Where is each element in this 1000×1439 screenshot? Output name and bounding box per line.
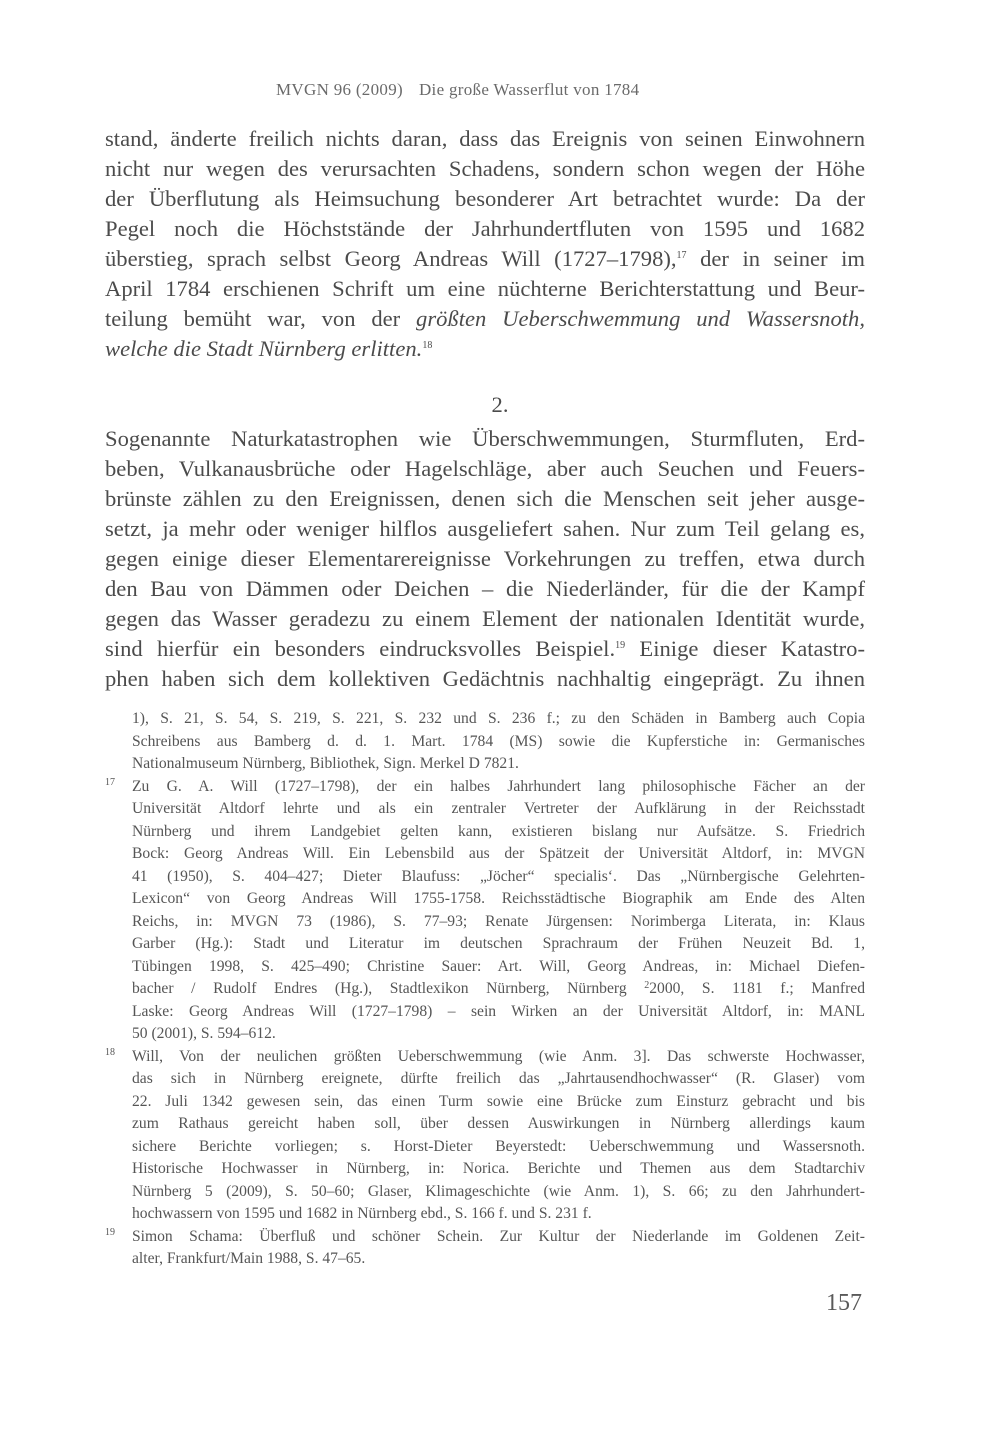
footnote-line: hochwassern von 1595 und 1682 in Nürnberg ebd., S. 166 f. und S. 231 f.: [132, 1205, 592, 1222]
footnote-number: 18: [105, 1046, 115, 1058]
text-line: [105, 634, 865, 664]
page-number: 157: [826, 1290, 862, 1316]
footnote-line: 1), S. 21, S. 54, S. 219, S. 221, S. 232 und S. 236 f.; zu den Schäden in Bamberg auch Copia: [132, 710, 865, 727]
text-segment: teilung bemüht war, von der: [105, 306, 417, 331]
text-line: brünste zählen zu den Ereignissen, denen sich die Menschen seit jeher ausge-: [105, 486, 865, 511]
paragraph-1: [105, 124, 865, 364]
text-line: nicht nur wegen des verursachten Schadens, sondern schon wegen der Höhe: [105, 156, 865, 181]
text-line: phen haben sich dem kollektiven Gedächtnis nachhaltig eingeprägt. Zu ihnen: [105, 666, 865, 691]
footnote-line: Nürnberg 5 (2009), S. 50–60; Glaser, Klimageschichte (wie Anm. 1), S. 66; zu den Jahrhundert-: [132, 1182, 865, 1200]
text-line: gegen das Wasser geradezu zu einem Element der nationalen Identität wurde,: [105, 606, 865, 631]
footnote-line: Schreibens aus Bamberg d. d. 1. Mart. 1784 (MS) sowie die Kupferstiche in: Germanisches: [132, 732, 865, 750]
footnote-18: [105, 1046, 865, 1226]
footnote-number: 17: [105, 776, 115, 788]
text-segment: Einige dieser Katastro-: [625, 636, 866, 661]
text-line: der Überflutung als Heimsuchung besonderer Art betrachtet wurde: Da der: [105, 186, 865, 211]
footnote-line: [132, 978, 865, 1001]
footnote-ref-18: 18: [422, 340, 433, 351]
journal-reference: MVGN 96 (2009): [276, 80, 403, 99]
footnote-line: Laske: Georg Andreas Will (1727–1798) – sein Wirken an der Universität Altdorf, in: MANL: [132, 1002, 865, 1020]
footnote-line: Garber (Hg.): Stadt und Literatur im deutschen Sprachraum der Frühen Neuzeit Bd. 1,: [132, 935, 865, 952]
footnote-line: Zu G. A. Will (1727–1798), der ein halbes Jahrhundert lang philosophische Fächer an der: [132, 777, 865, 795]
text-line: stand, änderte freilich nichts daran, dass das Ereignis von seinen Einwohnern: [105, 126, 865, 151]
footnote-line: Nationalmuseum Nürnberg, Bibliothek, Sign. Merkel D 7821.: [132, 755, 519, 772]
text-segment: überstieg, sprach selbst Georg Andreas Will (1727–1798),: [105, 246, 677, 271]
footnote-line: sichere Berichte vorliegen; s. Horst-Dieter Beyerstedt: Ueberschwemmung und Wassersnoth.: [132, 1137, 865, 1155]
text-line: Pegel noch die Höchststände der Jahrhundertfluten von 1595 und 1682: [105, 216, 865, 241]
text-segment: sind hierfür ein besonders eindrucksvolles Beispiel.: [105, 636, 616, 661]
footnote-continuation: [105, 708, 865, 776]
footnotes: [105, 708, 865, 1271]
text-line: den Bau von Dämmen oder Deichen – die Niederländer, für die der Kampf: [105, 576, 865, 601]
text-line: [105, 244, 865, 274]
paragraph-2: [105, 424, 865, 694]
text-line: April 1784 erschienen Schrift um eine nüchterne Berichterstattung und Beur-: [105, 276, 865, 301]
text-line: gegen einige dieser Elementarereignisse Vorkehrungen zu treffen, etwa durch: [105, 546, 865, 571]
footnote-line: zum Rathaus gereicht haben soll, über dessen Auswirkungen in Nürnberg allerdings kaum: [132, 1115, 865, 1132]
footnote-line: Simon Schama: Überfluß und schöner Schein. Zur Kultur der Niederlande im Goldenen Zeit-: [132, 1227, 865, 1245]
footnote-number: 19: [105, 1226, 115, 1238]
footnote-17: [105, 776, 865, 1046]
text-line: [105, 304, 865, 334]
edition-superscript: 2: [644, 980, 650, 991]
footnote-line: Historische Hochwasser in Nürnberg, in: Norica. Berichte und Themen aus dem Stadtarchiv: [132, 1160, 865, 1177]
italic-quote: größten Ueberschwemmung und Wassersnoth,: [416, 306, 865, 331]
text-line: beben, Vulkanausbrüche oder Hagelschläge, aber auch Seuchen und Feuers-: [105, 456, 865, 481]
footnote-line: 22. Juli 1342 gewesen sein, das einen Turm sowie eine Brücke zum Einsturz gebracht und bis: [132, 1092, 865, 1110]
footnote-line: Will, Von der neulichen größten Ueberschwemmung (wie Anm. 3]. Das schwerste Hochwasser,: [132, 1047, 865, 1065]
footnote-line: das sich in Nürnberg ereignete, dürfte freilich das „Jahrtausendhochwasser“ (R. Glaser) vom: [132, 1070, 865, 1087]
footnote-line: Nürnberg und ihrem Landgebiet gelten kann, existieren bislang nur Aufsätze. S. Friedrich: [132, 822, 865, 840]
footnote-line: Tübingen 1998, S. 425–490; Christine Sauer: Art. Will, Georg Andreas, in: Michael Diefen-: [132, 957, 865, 975]
running-header: [276, 80, 639, 100]
footnote-line: alter, Frankfurt/Main 1988, S. 47–65.: [132, 1250, 366, 1267]
text-line: [105, 334, 865, 364]
article-title: Die große Wasserflut von 1784: [418, 80, 640, 99]
section-number: 2.: [491, 392, 509, 417]
footnote-line: Reichs, in: MVGN 73 (1986), S. 77–93; Renate Jürgensen: Norimberga Literata, in: Klaus: [132, 912, 865, 930]
text-line: setzt, ja mehr oder weniger hilflos ausgeliefert sahen. Nur zum Teil gelang es,: [105, 516, 865, 541]
italic-quote: welche die Stadt Nürnberg erlitten.: [105, 336, 423, 361]
footnote-19: [105, 1226, 865, 1271]
footnote-ref-19: 19: [615, 640, 626, 651]
footnote-line: Bock: Georg Andreas Will. Ein Lebensbild aus der Spätzeit der Universität Altdorf, in: MVGN: [132, 845, 865, 862]
footnote-line: Universität Altdorf lehrte und als ein zentraler Vertreter der Aufklärung in der Reichsstadt: [132, 800, 865, 817]
text-segment: 2000, S. 1181 f.; Manfred: [649, 980, 865, 997]
text-line: Sogenannte Naturkatastrophen wie Überschwemmungen, Sturmfluten, Erd-: [105, 426, 865, 451]
footnote-line: 41 (1950), S. 404–427; Dieter Blaufuss: „Jöcher“ specialis‘. Das „Nürnbergische Gelehrten-: [132, 867, 865, 885]
text-segment: der in seiner im: [686, 246, 865, 271]
footnote-line: Lexicon“ von Georg Andreas Will 1755-1758. Reichsstädtische Biographik am Ende des Alten: [132, 890, 865, 907]
text-segment: bacher / Rudolf Endres (Hg.), Stadtlexikon Nürnberg, Nürnberg: [132, 980, 645, 997]
footnote-line: 50 (2001), S. 594–612.: [132, 1025, 276, 1042]
footnote-ref-17: 17: [676, 250, 687, 261]
